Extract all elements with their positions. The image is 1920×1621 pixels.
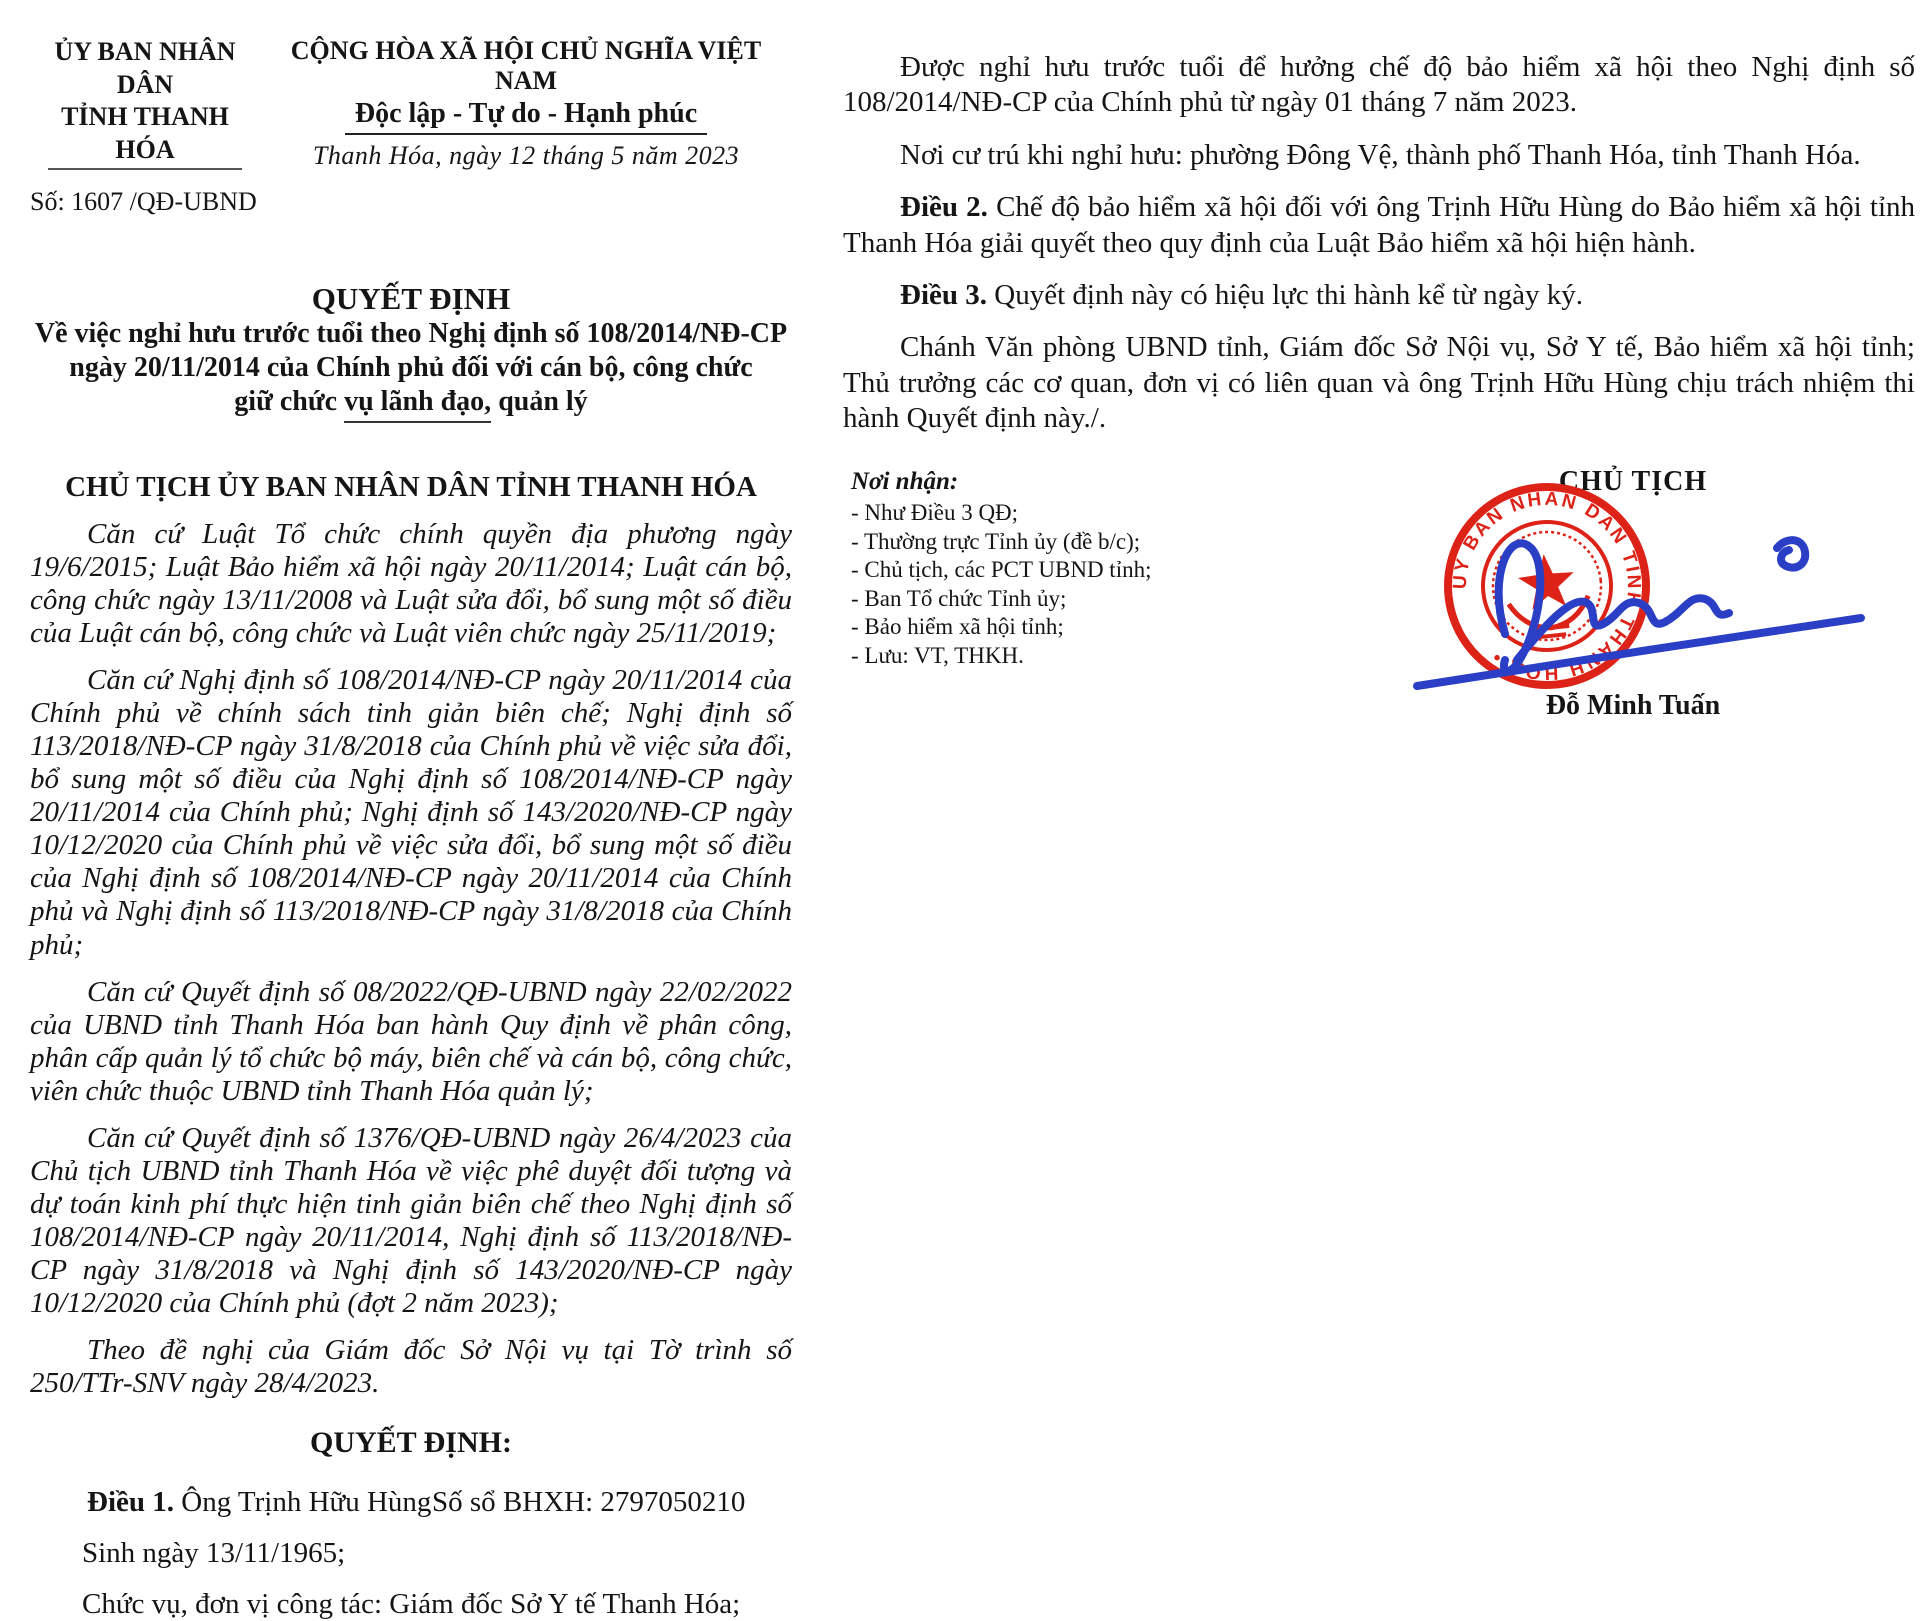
signature-footer bbox=[843, 466, 1915, 776]
seal-text: ỦY BAN NHÂN DÂN TỈNH THANH HÓA • bbox=[1449, 489, 1645, 684]
recipient-item: - Bảo hiểm xã hội tỉnh; bbox=[851, 614, 1064, 640]
recital-paragraph: Căn cứ Luật Tổ chức chính quyền địa phương ngày 19/6/2015; Luật Bảo hiểm xã hội ngày 20/11/2014; Luật cán bộ, công chức ngày 13/11/2008 và Luật sửa đổi, bổ sung một số điều của Luật cán bộ, công chức và Luật viên chức ngày 25/11/2019; bbox=[30, 517, 792, 650]
article1-bhxh-number: Số sổ BHXH: 2797050210 bbox=[432, 1486, 746, 1519]
recital-paragraph: Theo đề nghị của Giám đốc Sở Nội vụ tại Tờ trình số 250/TTr-SNV ngày 28/4/2023. bbox=[30, 1334, 792, 1400]
retirement-paragraph: Được nghỉ hưu trước tuổi để hưởng chế độ bảo hiểm xã hội theo Nghị định số 108/2014/NĐ-CP của Chính phủ từ ngày 01 tháng 7 năm 2023. bbox=[843, 51, 1915, 119]
place-and-date: Thanh Hóa, ngày 12 tháng 5 năm 2023 bbox=[312, 141, 740, 170]
national-motto-line2: Độc lập - Tự do - Hạnh phúc bbox=[345, 98, 707, 135]
article2-label: Điều 2. bbox=[900, 191, 988, 224]
recipient-item: - Chủ tịch, các PCT UBND tỉnh; bbox=[851, 557, 1152, 583]
decision-title-block bbox=[30, 281, 792, 423]
residence-paragraph: Nơi cư trú khi nghỉ hưu: phường Đông Vệ, thành phố Thanh Hóa, tỉnh Thanh Hóa. bbox=[900, 138, 1861, 171]
org-name-line2: TỈNH THANH HÓA bbox=[30, 101, 260, 170]
decision-title: QUYẾT ĐỊNH bbox=[311, 280, 511, 316]
page-left bbox=[30, 36, 792, 1621]
article2-paragraph: Điều 2. Chế độ bảo hiểm xã hội đối với ông Trịnh Hữu Hùng do Bảo hiểm xã hội tỉnh Thanh Hóa giải quyết theo quy định của Luật Bảo hiểm xã hội hiện hành. bbox=[843, 191, 1916, 259]
article1-name: Điều 1. Ông Trịnh Hữu Hùng bbox=[87, 1486, 432, 1519]
recital-paragraph: Căn cứ Quyết định số 08/2022/QĐ-UBND ngày 22/02/2022 của UBND tỉnh Thanh Hóa ban hành Quy định về phân công, phân cấp quản lý tổ chức bộ máy, biên chế và cán bộ, công chức, viên chức thuộc UBND tỉnh Thanh Hóa quản lý; bbox=[30, 975, 792, 1107]
authority-heading: CHỦ TỊCH ỦY BAN NHÂN DÂN TỈNH THANH HÓA bbox=[65, 470, 757, 503]
decision-operative-heading: QUYẾT ĐỊNH: bbox=[310, 1426, 512, 1460]
recipient-item: - Ban Tổ chức Tỉnh ủy; bbox=[851, 585, 1067, 611]
underlined-phrase: vụ lãnh đạo, bbox=[344, 385, 491, 423]
org-name-line1: ỦY BAN NHÂN DÂN bbox=[54, 37, 236, 99]
signer-name: Đỗ Minh Tuấn bbox=[1545, 690, 1721, 722]
article1-label: Điều 1. bbox=[87, 1486, 174, 1519]
decision-subtitle-line3: giữ chức vụ lãnh đạo, quản lý bbox=[30, 385, 792, 423]
issuing-authority-block bbox=[30, 36, 260, 219]
document-header bbox=[30, 36, 792, 219]
recipients-block bbox=[843, 466, 1281, 776]
recipient-item: - Như Điều 3 QĐ; bbox=[851, 500, 1019, 526]
article3-label: Điều 3. bbox=[900, 278, 987, 311]
recital-paragraph: Căn cứ Quyết định số 1376/QĐ-UBND ngày 26/4/2023 của Chủ tịch UBND tỉnh Thanh Hóa về việc phê duyệt đối tượng và dự toán kinh phí thực hiện tinh giản biên chế theo Nghị định số 108/2014/NĐ-CP ngày 20/11/2014, Nghị định số 113/2018/NĐ-CP ngày 31/8/2018 và Nghị định số 143/2020/NĐ-CP ngày 10/12/2020 của Chính phủ (đợt 2 năm 2023); bbox=[30, 1121, 792, 1319]
recital-paragraph: Căn cứ Nghị định số 108/2014/NĐ-CP ngày 20/11/2014 của Chính phủ về chính sách tinh giản biên chế; Nghị định số 113/2018/NĐ-CP ngày 31/8/2018 của Chính phủ về việc sửa đổi, bổ sung một số điều của Nghị định số 108/2014/NĐ-CP ngày 20/11/2014 của Chính phủ; Nghị định số 143/2020/NĐ-CP ngày 10/12/2020 của Chính phủ về việc sửa đổi, bổ sung một số điều của Nghị định số 108/2014/NĐ-CP ngày 20/11/2014 của Chính phủ và Nghị định số 113/2018/NĐ-CP ngày 31/8/2018 của Chính phủ; bbox=[30, 664, 792, 961]
article1-row bbox=[30, 1486, 792, 1519]
page-right bbox=[843, 36, 1915, 776]
article1-dob: Sinh ngày 13/11/1965; bbox=[82, 1537, 346, 1570]
recipients-heading: Nơi nhận: bbox=[851, 468, 959, 496]
signer-title: CHỦ TỊCH bbox=[1558, 466, 1708, 498]
signature-block bbox=[1281, 466, 1915, 776]
decision-subtitle-line2: ngày 20/11/2014 của Chính phủ đối với cán bộ, công chức bbox=[69, 351, 753, 383]
national-motto-line1: CỘNG HÒA XÃ HỘI CHỦ NGHĨA VIỆT NAM bbox=[290, 36, 762, 95]
document-number: Số: 1607 /QĐ-UBND bbox=[30, 187, 257, 216]
responsibility-paragraph: Chánh Văn phòng UBND tỉnh, Giám đốc Sở Nội vụ, Sở Y tế, Bảo hiểm xã hội tỉnh; Thủ trưởng các cơ quan, đơn vị có liên quan và ông Trịnh Hữu Hùng chịu trách nhiệm thi hành Quyết định này./. bbox=[843, 331, 1915, 434]
article3-paragraph: Điều 3. Quyết định này có hiệu lực thi hành kể từ ngày ký. bbox=[900, 278, 1584, 311]
handwritten-signature bbox=[1409, 514, 1879, 704]
recipient-item: - Thường trực Tỉnh ủy (đề b/c); bbox=[851, 528, 1141, 554]
national-header-block bbox=[260, 36, 792, 219]
decision-subtitle-line1: Về việc nghỉ hưu trước tuổi theo Nghị định số 108/2014/NĐ-CP bbox=[34, 317, 788, 349]
recipient-item: - Lưu: VT, THKH. bbox=[851, 642, 1024, 668]
article1-position: Chức vụ, đơn vị công tác: Giám đốc Sở Y tế Thanh Hóa; bbox=[82, 1588, 741, 1621]
